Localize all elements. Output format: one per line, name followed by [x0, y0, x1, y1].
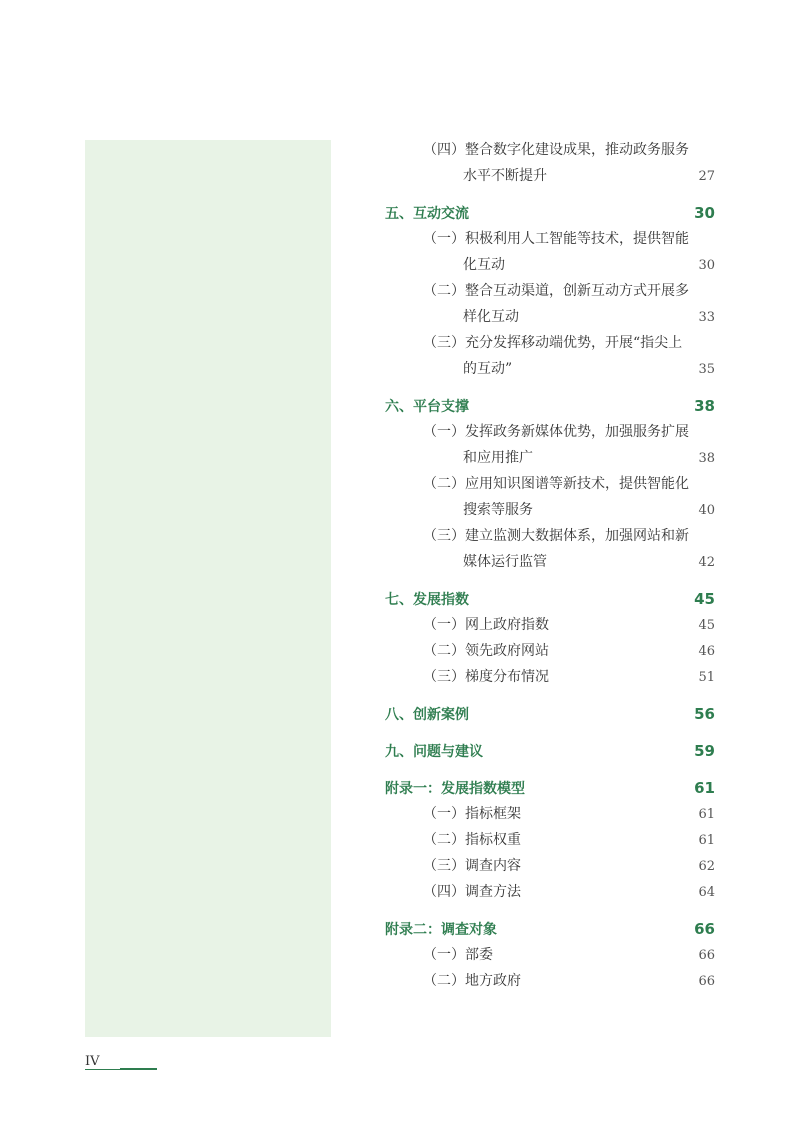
toc-entry[interactable] [385, 968, 715, 994]
toc-entry-page: 45 [698, 618, 715, 633]
toc-entry[interactable] [385, 226, 715, 278]
toc-section-heading[interactable] [385, 775, 715, 801]
toc-section-heading[interactable] [385, 393, 715, 419]
toc-entry-page: 40 [698, 503, 715, 518]
toc-section-heading[interactable] [385, 701, 715, 727]
toc-entry-label-cont: 和应用推广 [463, 450, 533, 466]
toc-entry-page: 46 [698, 644, 715, 659]
toc-entry-label-cont: 媒体运行监管 [463, 554, 547, 570]
toc-entry-label: （三）充分发挥移动端优势，开展“指尖上 [423, 335, 683, 351]
toc-entry[interactable] [385, 638, 715, 664]
toc-section-title: 九、问题与建议 [385, 744, 483, 760]
toc-entry-label: （二）指标权重 [423, 832, 521, 848]
toc-entry-label: （二）整合互动渠道，创新互动方式开展多 [423, 283, 689, 299]
toc-entry[interactable] [385, 612, 715, 638]
toc-section-page: 30 [694, 204, 715, 222]
toc-entry-page: 61 [698, 833, 715, 848]
toc-entry-label: （三）梯度分布情况 [423, 669, 549, 685]
toc-section-heading[interactable] [385, 916, 715, 942]
toc-entry-label: （二）领先政府网站 [423, 643, 549, 659]
toc-entry[interactable] [385, 471, 715, 523]
toc-intro-entry [385, 137, 715, 189]
toc-section-title: 七、发展指数 [385, 592, 469, 608]
toc-entry[interactable] [385, 330, 715, 382]
toc-entry-page: 64 [698, 885, 715, 900]
toc-section-heading[interactable] [385, 586, 715, 612]
toc-section [385, 775, 715, 905]
toc-entry-page: 62 [698, 859, 715, 874]
toc-entry-label-cont: 化互动 [463, 257, 505, 273]
table-of-contents [385, 137, 715, 1005]
toc-entry[interactable] [385, 664, 715, 690]
toc-entry-page: 35 [698, 362, 715, 377]
toc-sections [385, 200, 715, 994]
toc-entry[interactable] [385, 879, 715, 905]
toc-entry[interactable] [385, 137, 715, 189]
toc-entry-page: 38 [698, 451, 715, 466]
toc-section [385, 916, 715, 994]
toc-section-title: 六、平台支撑 [385, 399, 469, 415]
toc-entry-label-cont: 水平不断提升 [463, 168, 547, 184]
toc-entry-label: （二）应用知识图谱等新技术，提供智能化 [423, 476, 689, 492]
toc-entry-page: 42 [698, 555, 715, 570]
toc-entry-page: 51 [698, 670, 715, 685]
toc-entry[interactable] [385, 853, 715, 879]
toc-entry-label-cont: 的互动” [463, 361, 513, 377]
toc-section-page: 38 [694, 397, 715, 415]
toc-section-page: 56 [694, 705, 715, 723]
toc-entry-label: （三）调查内容 [423, 858, 521, 874]
toc-section-heading[interactable] [385, 738, 715, 764]
toc-entry-page: 33 [698, 310, 715, 325]
toc-entry-label-cont: 搜索等服务 [463, 502, 533, 518]
toc-section-page: 59 [694, 742, 715, 760]
toc-section-title: 八、创新案例 [385, 707, 469, 723]
toc-entry-label-cont: 样化互动 [463, 309, 519, 325]
toc-section-page: 61 [694, 779, 715, 797]
toc-entry-page: 66 [698, 948, 715, 963]
toc-entry[interactable] [385, 827, 715, 853]
toc-entry-page: 61 [698, 807, 715, 822]
toc-entry-label: （四）调查方法 [423, 884, 521, 900]
toc-entry-label: （一）网上政府指数 [423, 617, 549, 633]
page-number: IV [85, 1054, 100, 1069]
toc-section-title: 五、互动交流 [385, 206, 469, 222]
toc-section [385, 738, 715, 764]
toc-section [385, 586, 715, 690]
toc-section [385, 701, 715, 727]
toc-entry[interactable] [385, 942, 715, 968]
toc-entry-page: 30 [698, 258, 715, 273]
toc-section-heading[interactable] [385, 200, 715, 226]
toc-section-page: 45 [694, 590, 715, 608]
toc-entry[interactable] [385, 419, 715, 471]
footer-rule-accent [120, 1068, 157, 1070]
toc-section [385, 393, 715, 575]
toc-entry-label: （一）发挥政务新媒体优势，加强服务扩展 [423, 424, 689, 440]
toc-entry-label: （一）积极利用人工智能等技术，提供智能 [423, 231, 689, 247]
toc-entry-page: 27 [698, 169, 715, 184]
toc-entry[interactable] [385, 801, 715, 827]
toc-entry[interactable] [385, 278, 715, 330]
decorative-green-panel [85, 140, 331, 1037]
toc-entry[interactable] [385, 523, 715, 575]
toc-section [385, 200, 715, 382]
toc-section-title: 附录一：发展指数模型 [385, 781, 525, 797]
toc-entry-label: （二）地方政府 [423, 973, 521, 989]
toc-entry-label: （四）整合数字化建设成果，推动政务服务 [423, 142, 689, 158]
toc-entry-label: （一）部委 [423, 947, 493, 963]
toc-entry-label: （三）建立监测大数据体系，加强网站和新 [423, 528, 689, 544]
toc-entry-label: （一）指标框架 [423, 806, 521, 822]
toc-section-page: 66 [694, 920, 715, 938]
toc-entry-page: 66 [698, 974, 715, 989]
toc-section-title: 附录二：调查对象 [385, 922, 497, 938]
